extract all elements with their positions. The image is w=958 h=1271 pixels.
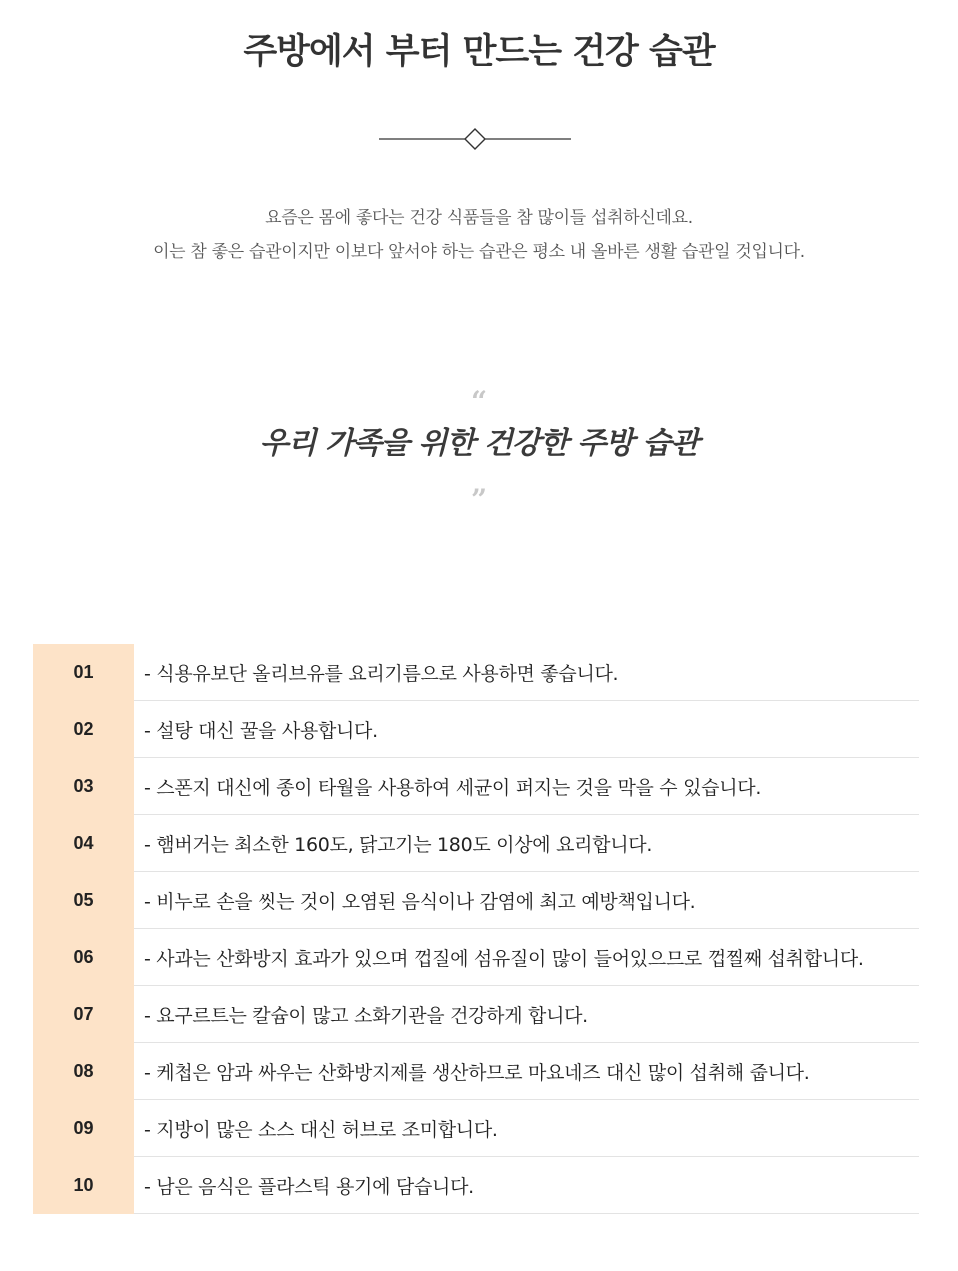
quote-heading: 우리 가족을 위한 건강한 주방 습관 — [259, 426, 699, 461]
open-quote-icon: “ — [470, 385, 488, 418]
tip-number: 10 — [33, 1157, 134, 1214]
tip-number: 02 — [33, 701, 134, 758]
table-row — [33, 986, 919, 1043]
table-row — [33, 1043, 919, 1100]
diamond-divider-icon — [379, 128, 571, 150]
tip-number: 09 — [33, 1100, 134, 1157]
table-row — [33, 644, 919, 701]
tip-number: 03 — [33, 758, 134, 815]
page-title: 주방에서 부터 만드는 건강 습관 — [243, 32, 715, 72]
tips-table — [33, 644, 919, 1214]
table-row — [33, 815, 919, 872]
table-row — [33, 758, 919, 815]
tip-number: 06 — [33, 929, 134, 986]
tip-text: - 케첩은 암과 싸우는 산화방지제를 생산하므로 마요네즈 대신 많이 섭취해 줍니다. — [134, 1043, 919, 1100]
tip-number: 07 — [33, 986, 134, 1043]
intro-line-1: 요즘은 몸에 좋다는 건강 식품들을 참 많이들 섭취하신데요. — [265, 208, 693, 228]
tip-text: - 지방이 많은 소스 대신 허브로 조미합니다. — [134, 1100, 919, 1157]
table-row — [33, 1100, 919, 1157]
tip-number: 08 — [33, 1043, 134, 1100]
tip-text: - 설탕 대신 꿀을 사용합니다. — [134, 701, 919, 758]
tip-text: - 요구르트는 칼슘이 많고 소화기관을 건강하게 합니다. — [134, 986, 919, 1043]
tip-number: 05 — [33, 872, 134, 929]
tip-number: 04 — [33, 815, 134, 872]
tip-text: - 식용유보단 올리브유를 요리기름으로 사용하면 좋습니다. — [134, 644, 919, 701]
tip-text: - 사과는 산화방지 효과가 있으며 껍질에 섬유질이 많이 들어있으므로 껍찔째 섭취합니다. — [134, 929, 919, 986]
table-row — [33, 872, 919, 929]
table-row — [33, 701, 919, 758]
table-row — [33, 1157, 919, 1214]
tip-text: - 남은 음식은 플라스틱 용기에 담습니다. — [134, 1157, 919, 1214]
tip-text: - 비누로 손을 씻는 것이 오염된 음식이나 감염에 최고 예방책입니다. — [134, 872, 919, 929]
intro-text — [0, 201, 958, 269]
tips-list — [33, 644, 919, 1214]
tip-text: - 스폰지 대신에 종이 타월을 사용하여 세균이 퍼지는 것을 막을 수 있습니다. — [134, 758, 919, 815]
tip-number: 01 — [33, 644, 134, 701]
close-quote-icon: ” — [470, 483, 488, 516]
tip-text: - 햄버거는 최소한 160도, 닭고기는 180도 이상에 요리합니다. — [134, 815, 919, 872]
intro-line-2: 이는 참 좋은 습관이지만 이보다 앞서야 하는 습관은 평소 내 올바른 생활 습관일 것입니다. — [153, 242, 805, 262]
table-row — [33, 929, 919, 986]
